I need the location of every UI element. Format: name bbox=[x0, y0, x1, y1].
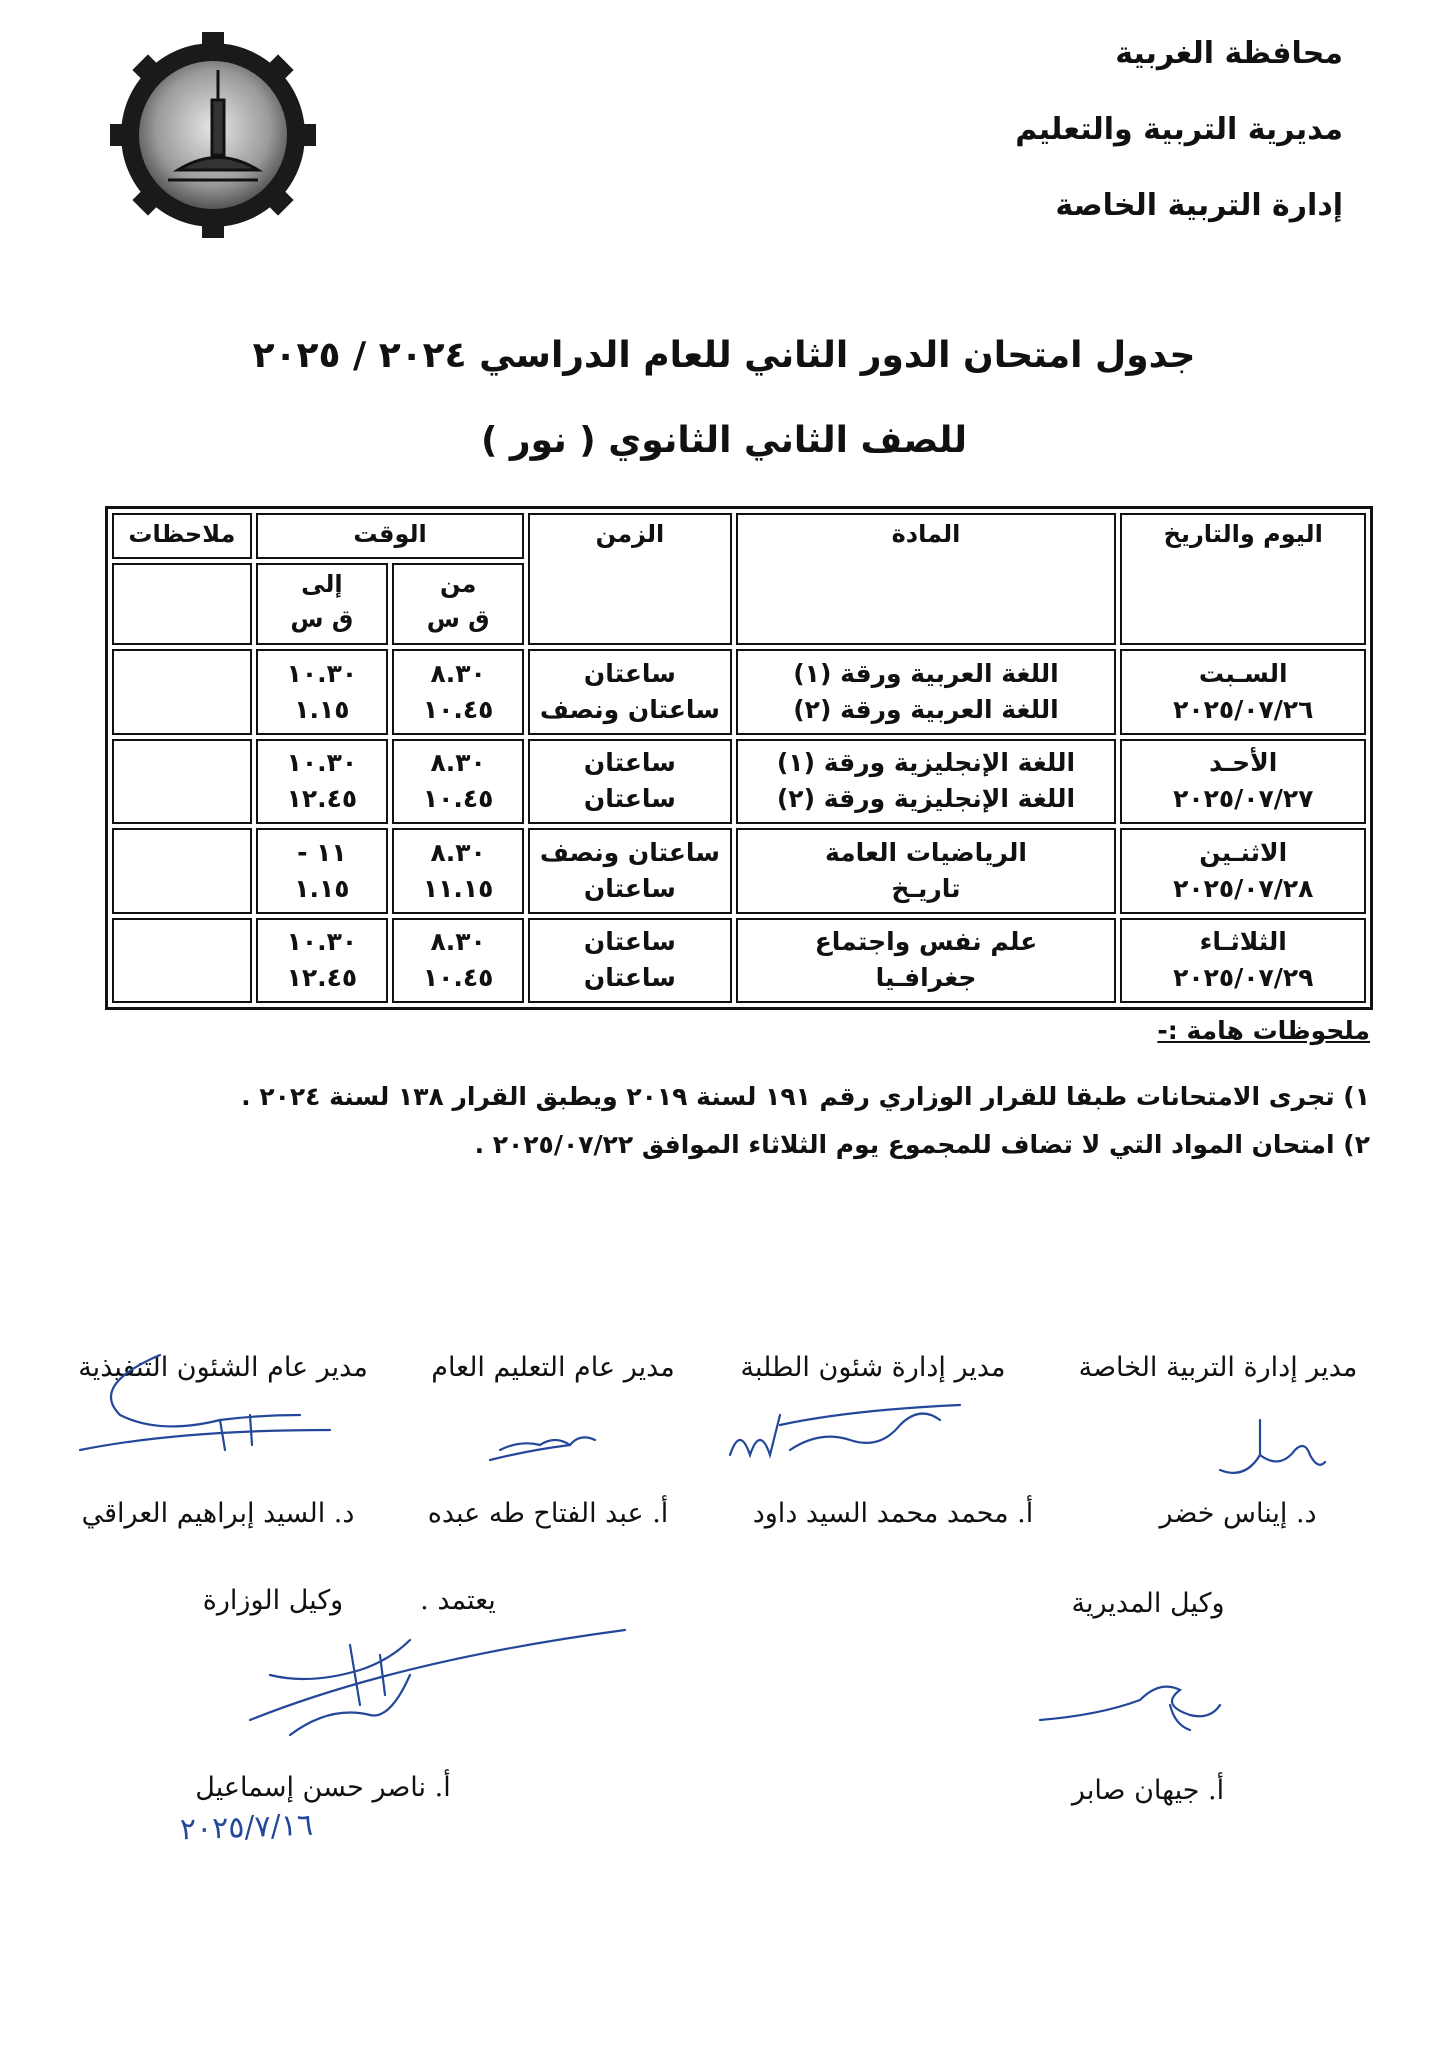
table-row bbox=[112, 828, 1366, 914]
governorate-name: محافظة الغربية bbox=[1115, 36, 1343, 71]
cell-duration: ساعتان ساعتان bbox=[528, 918, 731, 1004]
cell-notes bbox=[112, 649, 252, 735]
table-row bbox=[112, 649, 1366, 735]
signer-title-executive-affairs: مدير عام الشئون التنفيذية bbox=[78, 1352, 368, 1383]
approval-date: ٢٠٢٥/٧/١٦ bbox=[179, 1807, 314, 1848]
signer-name-general-education: أ. عبد الفتاح طه عبده bbox=[427, 1498, 669, 1529]
directorate-name: مديرية التربية والتعليم bbox=[1015, 112, 1343, 147]
cell-from: ٨.٣٠ ١١.١٥ bbox=[392, 828, 524, 914]
header-to: إلى ق س bbox=[256, 563, 388, 645]
signer-title-student-affairs: مدير إدارة شئون الطلبة bbox=[740, 1352, 1006, 1383]
header-notes-empty bbox=[112, 563, 252, 645]
signer-title-ministry-deputy: وكيل الوزارة bbox=[202, 1585, 344, 1616]
cell-day-date: الثلاثـاء ٢٠٢٥/٠٧/٢٩ bbox=[1120, 918, 1366, 1004]
table-row bbox=[112, 739, 1366, 825]
cell-duration: ساعتان ونصف ساعتان bbox=[528, 828, 731, 914]
signer-name-ministry-deputy: أ. ناصر حسن إسماعيل bbox=[195, 1772, 451, 1803]
signature-ministry-deputy bbox=[230, 1625, 630, 1765]
schedule-title: جدول امتحان الدور الثاني للعام الدراسي ٢٠٢٤ / ٢٠٢٥ bbox=[252, 335, 1196, 376]
cell-subject: اللغة العربية ورقة (١) اللغة العربية ورقة (٢) bbox=[736, 649, 1117, 735]
table-row bbox=[112, 918, 1366, 1004]
signature-general-education bbox=[480, 1420, 630, 1480]
cell-from: ٨.٣٠ ١٠.٤٥ bbox=[392, 739, 524, 825]
header-subject: المادة bbox=[736, 513, 1117, 645]
header-time: الوقت bbox=[256, 513, 525, 559]
signer-title-general-education: مدير عام التعليم العام bbox=[431, 1352, 675, 1383]
note-item: ١) تجرى الامتحانات طبقا للقرار الوزاري رقم ١٩١ لسنة ٢٠١٩ ويطبق القرار ١٣٨ لسنة ٢٠٢٤ . bbox=[241, 1082, 1370, 1111]
cell-from: ٨.٣٠ ١٠.٤٥ bbox=[392, 918, 524, 1004]
cell-duration: ساعتان ساعتان bbox=[528, 739, 731, 825]
signature-student-affairs bbox=[720, 1395, 980, 1475]
signer-name-deputy-directorate: أ. جيهان صابر bbox=[1071, 1775, 1225, 1806]
exam-schedule-table bbox=[105, 506, 1373, 1010]
header-duration: الزمن bbox=[528, 513, 731, 645]
signer-name-student-affairs: أ. محمد محمد السيد داود bbox=[752, 1498, 1034, 1529]
cell-subject: الرياضيات العامة تاريـخ bbox=[736, 828, 1117, 914]
cell-day-date: الاثنـين ٢٠٢٥/٠٧/٢٨ bbox=[1120, 828, 1366, 914]
signer-name-executive-affairs: د. السيد إبراهيم العراقي bbox=[81, 1498, 355, 1529]
header-notes: ملاحظات bbox=[112, 513, 252, 559]
cell-to: ١١ - ١.١٥ bbox=[256, 828, 388, 914]
signature-executive-affairs bbox=[70, 1345, 360, 1465]
cell-day-date: الأحـد ٢٠٢٥/٠٧/٢٧ bbox=[1120, 739, 1366, 825]
cell-notes bbox=[112, 828, 252, 914]
table-header-row bbox=[112, 513, 1366, 559]
cell-subject: علم نفس واجتماع جغرافـيا bbox=[736, 918, 1117, 1004]
cell-to: ١٠.٣٠ ١.١٥ bbox=[256, 649, 388, 735]
cell-notes bbox=[112, 739, 252, 825]
cell-notes bbox=[112, 918, 252, 1004]
signer-title-deputy-directorate: وكيل المديرية bbox=[1071, 1588, 1225, 1619]
signer-name-special-education: د. إيناس خضر bbox=[1159, 1498, 1317, 1529]
cell-day-date: السـبت ٢٠٢٥/٠٧/٢٦ bbox=[1120, 649, 1366, 735]
signature-deputy-directorate bbox=[1030, 1650, 1230, 1740]
cell-from: ٨.٣٠ ١٠.٤٥ bbox=[392, 649, 524, 735]
header-from: من ق س bbox=[392, 563, 524, 645]
note-item: ٢) امتحان المواد التي لا تضاف للمجموع يوم الثلاثاء الموافق ٢٠٢٥/٠٧/٢٢ . bbox=[474, 1130, 1370, 1159]
header-day-date: اليوم والتاريخ bbox=[1120, 513, 1366, 645]
cell-subject: اللغة الإنجليزية ورقة (١) اللغة الإنجليزية ورقة (٢) bbox=[736, 739, 1117, 825]
cell-to: ١٠.٣٠ ١٢.٤٥ bbox=[256, 739, 388, 825]
notes-title: ملحوظات هامة :- bbox=[1157, 1016, 1370, 1045]
schedule-subtitle: للصف الثاني الثانوي ( نور ) bbox=[480, 420, 968, 461]
department-name: إدارة التربية الخاصة bbox=[1055, 188, 1343, 223]
cell-duration: ساعتان ساعتان ونصف bbox=[528, 649, 731, 735]
governorate-logo bbox=[108, 30, 318, 240]
signer-title-special-education: مدير إدارة التربية الخاصة bbox=[1078, 1352, 1358, 1383]
signature-special-education bbox=[1200, 1410, 1330, 1490]
cell-to: ١٠.٣٠ ١٢.٤٥ bbox=[256, 918, 388, 1004]
approve-label: يعتمد . bbox=[420, 1585, 496, 1616]
